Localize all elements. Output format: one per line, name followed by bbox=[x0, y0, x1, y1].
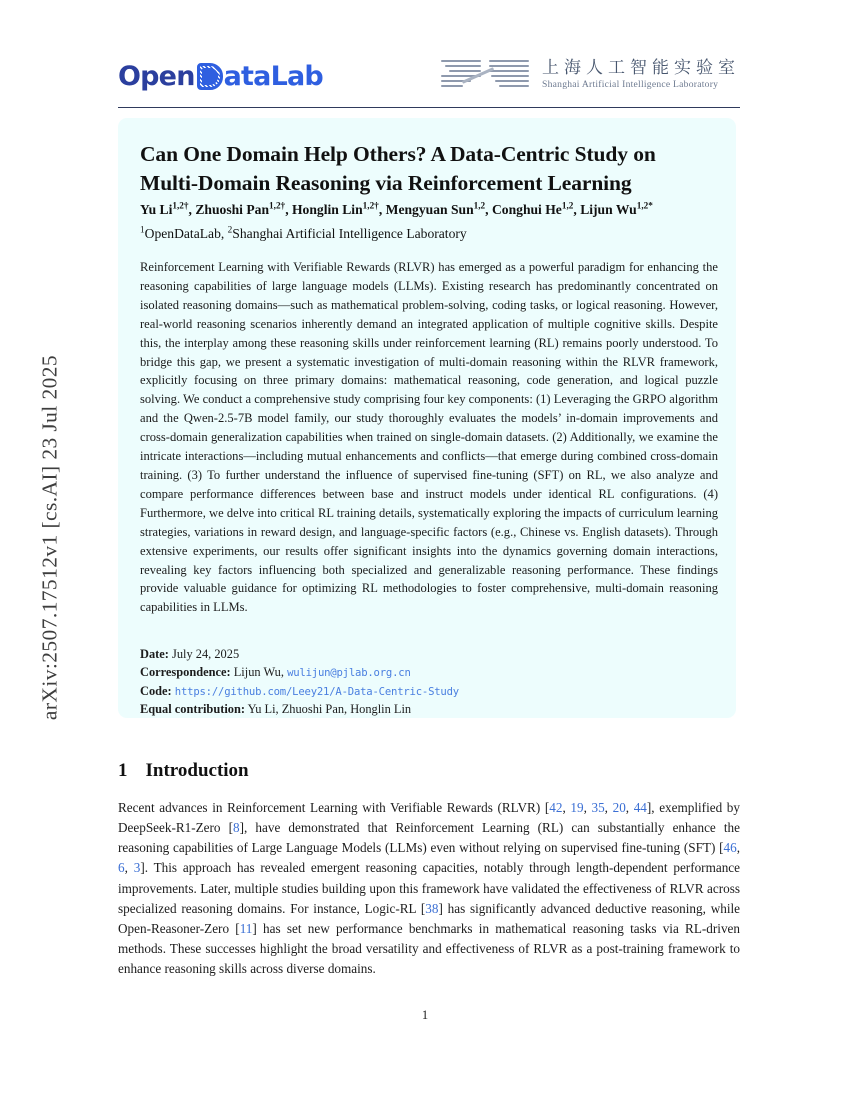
equal-contribution-label: Equal contribution: bbox=[140, 702, 245, 717]
shanghai-ai-lab-name-cn: 上海人工智能实验室 bbox=[542, 58, 740, 79]
paper-metadata bbox=[140, 645, 700, 718]
introduction-paragraph: Recent advances in Reinforcement Learning with Verifiable Rewards (RLVR) [42, 19, 35, 20, 44], exemplified by DeepSeek-R1-Zero [8], have demonstrated that Reinforcement Learning (RL) can substantially enhance the reasoning capabilities of Large Language Models (LLMs) even without relying on supervised fine-tuning (SFT) [46, 6, 3]. This approach has revealed emergent reasoning capacities, notably through length-dependent performance improvements. Later, multiple studies building upon this framework have validated the effectiveness of RLVR across specialized reasoning domains. For instance, Logic-RL [38] has significantly advanced deductive reasoning, while Open-Reasoner-Zero [11] has set new performance benchmarks in mathematical reasoning tasks via RL-driven methods. These successes highlight the broad versatility and effectiveness of RLVR as a post-training framework to enhance reasoning skills across diverse domains. bbox=[118, 800, 740, 976]
shanghai-ai-lab-mark-icon bbox=[439, 58, 531, 92]
arxiv-stamp-text: arXiv:2507.17512v1 [cs.AI] 23 Jul 2025 bbox=[37, 354, 62, 721]
shanghai-ai-lab-name-en: Shanghai Artificial Intelligence Laboratory bbox=[542, 79, 719, 91]
abstract-text: Reinforcement Learning with Verifiable Rewards (RLVR) has emerged as a powerful paradigm for enhancing the reasoning capabilities of large language models (LLMs). Existing research has predominantly concentrated on isolated reasoning domains—such as mathematical problem-solving, coding tasks, or logical reasoning. However, real-world reasoning scenarios inherently demand an integrated application of multiple cognitive skills. Despite this, the interplay among these reasoning skills under reinforcement learning (RL) remains poorly understood. To bridge this gap, we present a systematic investigation of multi-domain reasoning within the RLVR framework, explicitly focusing on three primary domains: mathematical reasoning, code generation, and logical puzzle solving. We conduct a comprehensive study comprising four key components: (1) Leveraging the GRPO algorithm and the Qwen-2.5-7B model family, our study thoroughly evaluates the models’ in-domain improvements and cross-domain generalization capabilities when trained on single-domain datasets. (2) Additionally, we examine the intricate interactions—including mutual enhancements and conflicts—that emerge during combined cross-domain training. (3) To further understand the influence of supervised fine-tuning (SFT) on RL, we also analyze and compare performance differences between base and instruct models under identical RL configurations. (4) Furthermore, we delve into critical RL training details, systematically exploring the impacts of curriculum learning strategies, variations in reward design, and language-specific factors (e.g., Chinese vs. English datasets). Through extensive experiments, our results offer significant insights into the dynamics governing domain interactions, revealing key factors influencing both specialized and generalizable reasoning performance. These findings provide valuable guidance for optimizing RL methodologies to foster comprehensive, multi-domain reasoning capabilities in LLMs. bbox=[140, 260, 718, 615]
section-number: 1 bbox=[118, 760, 128, 781]
affiliation-list: $^1$OpenDataLab, $^2$Shanghai Artificial Intelligence Laboratory bbox=[140, 224, 467, 241]
page-header bbox=[118, 52, 740, 110]
date-label: Date: bbox=[140, 647, 169, 661]
page-number: 1 bbox=[421, 1008, 429, 1022]
date-value: July 24, 2025 bbox=[172, 647, 240, 661]
equal-contribution-value: Yu Li, Zhuoshi Pan, Honglin Lin bbox=[247, 702, 412, 717]
correspondence-email-link[interactable]: wulijun@pjlab.org.cn bbox=[287, 667, 411, 680]
correspondence-name: Lijun Wu, bbox=[233, 665, 284, 680]
metadata-row-code bbox=[140, 682, 700, 700]
opendatalab-logo bbox=[118, 58, 323, 94]
page-title: Can One Domain Help Others? A Data-Centric Study on Multi-Domain Reasoning via Reinforcement Learning bbox=[140, 142, 656, 196]
section-heading-introduction bbox=[118, 760, 249, 782]
author-list: Yu $Li^{1,2\dagger}$, Zhuoshi Pan$^{1,2\dagger}$, Honglin Lin$^{1,2\dagger}$, Mengyuan Sun$^{1,2}$, Conghui He$^{1,2}$, Lijun $Wu^{1,2*}$ bbox=[140, 200, 653, 217]
code-label: Code: bbox=[140, 683, 172, 698]
abstract-card bbox=[118, 118, 736, 718]
opendatalab-logo-text-open: Open bbox=[118, 60, 195, 92]
metadata-row-equal-contribution bbox=[140, 700, 700, 718]
metadata-row-correspondence bbox=[140, 663, 700, 681]
header-divider bbox=[118, 107, 740, 108]
metadata-row-date bbox=[140, 645, 700, 663]
correspondence-label: Correspondence: bbox=[140, 665, 231, 680]
code-repository-link[interactable]: https://github.com/Leey21/A-Data-Centric-Study bbox=[174, 685, 459, 698]
shanghai-ai-lab-logo bbox=[439, 52, 740, 98]
opendatalab-logo-text-datalab: ataLab bbox=[223, 60, 323, 92]
shanghai-ai-lab-logo-text bbox=[542, 60, 740, 90]
opendatalab-mark-icon bbox=[197, 63, 223, 90]
section-title: Introduction bbox=[145, 760, 249, 781]
